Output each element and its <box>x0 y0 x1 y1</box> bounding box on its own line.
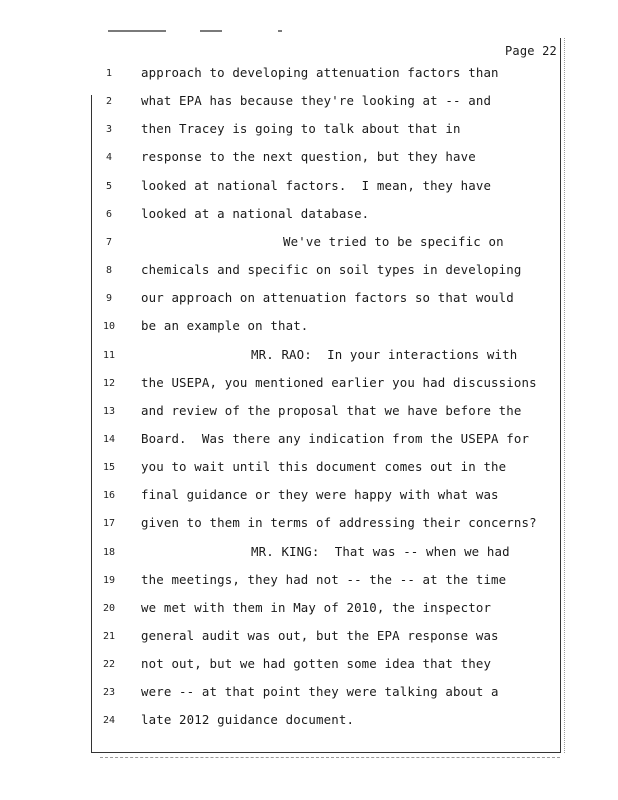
line-number: 1 <box>105 68 113 79</box>
line-text: be an example on that. <box>141 318 309 334</box>
line-text: looked at national factors. I mean, they have <box>141 177 492 193</box>
line-text: what EPA has because they're looking at -- and <box>141 93 492 109</box>
transcript-line <box>0 121 560 141</box>
line-text: chemicals and specific on soil types in developing <box>141 262 522 278</box>
transcript-line <box>0 515 560 535</box>
line-text: We've tried to be specific on <box>283 233 504 249</box>
line-number: 9 <box>105 293 113 305</box>
line-number: 5 <box>105 180 113 192</box>
transcript-line <box>0 206 560 226</box>
line-number: 20 <box>102 602 116 614</box>
transcript-line <box>0 628 560 648</box>
line-number: 19 <box>102 574 116 586</box>
line-text: late 2012 guidance document. <box>141 712 355 728</box>
line-number: 23 <box>102 687 116 699</box>
line-number: 21 <box>102 631 116 642</box>
line-number: 17 <box>102 518 116 530</box>
line-text: looked at a national database. <box>141 205 370 221</box>
page-number: Page 22 <box>505 44 557 58</box>
line-number: 4 <box>105 152 113 164</box>
line-text: Board. Was there any indication from the USEPA for <box>141 430 530 446</box>
line-text: MR. KING: That was -- when we had <box>251 543 510 559</box>
line-text: you to wait until this document comes out in the <box>141 459 507 475</box>
line-text: we met with them in May of 2010, the inspector <box>141 599 492 615</box>
page-frame-right-shadow <box>564 38 566 753</box>
line-number: 10 <box>102 321 116 333</box>
line-text: approach to developing attenuation factors than <box>141 65 499 80</box>
line-number: 24 <box>102 715 116 727</box>
transcript-line <box>0 93 560 113</box>
line-number: 13 <box>102 405 116 417</box>
transcript-line <box>0 712 560 732</box>
line-text: not out, but we had gotten some idea that they <box>141 656 492 672</box>
line-text: MR. RAO: In your interactions with <box>251 346 518 362</box>
line-text: then Tracey is going to talk about that in <box>141 121 461 137</box>
transcript-line <box>0 262 560 282</box>
line-text: response to the next question, but they have <box>141 149 476 165</box>
header-marks <box>108 30 288 33</box>
transcript-line <box>0 65 560 85</box>
line-text: were -- at that point they were talking about a <box>141 684 499 700</box>
line-text: and review of the proposal that we have before the <box>141 402 522 418</box>
line-text: the meetings, they had not -- the -- at the time <box>141 571 507 587</box>
transcript-line <box>0 600 560 620</box>
transcript-line <box>0 375 560 395</box>
transcript-line <box>0 656 560 676</box>
transcript-line <box>0 487 560 507</box>
line-number: 18 <box>102 546 116 558</box>
transcript-line <box>0 290 560 310</box>
line-text: general audit was out, but the EPA response was <box>141 628 499 643</box>
line-number: 6 <box>105 208 113 220</box>
transcript-line <box>0 403 560 423</box>
line-number: 2 <box>105 96 113 108</box>
line-text: final guidance or they were happy with what was <box>141 487 499 503</box>
transcript-line <box>0 431 560 451</box>
line-text: our approach on attenuation factors so that would <box>141 290 514 306</box>
transcript-line <box>0 684 560 704</box>
line-number: 7 <box>105 236 113 248</box>
line-number: 22 <box>102 659 116 671</box>
transcript-line <box>0 347 560 367</box>
line-number: 8 <box>105 265 113 277</box>
line-number: 11 <box>102 349 116 361</box>
line-number: 12 <box>102 377 116 389</box>
transcript-line <box>0 234 560 254</box>
transcript-line <box>0 544 560 564</box>
line-text: given to them in terms of addressing their concerns? <box>141 515 537 531</box>
line-number: 16 <box>102 490 116 502</box>
line-text: the USEPA, you mentioned earlier you had discussions <box>141 374 537 390</box>
page-frame-bottom <box>91 752 561 753</box>
page-footer-mark <box>100 757 560 758</box>
transcript-line <box>0 459 560 479</box>
line-number: 3 <box>105 124 113 136</box>
line-number: 14 <box>102 433 116 445</box>
page-frame-right <box>560 38 561 753</box>
transcript-line <box>0 318 560 338</box>
line-number: 15 <box>102 462 116 474</box>
transcript-line <box>0 178 560 198</box>
transcript-line <box>0 149 560 169</box>
transcript-line <box>0 572 560 592</box>
